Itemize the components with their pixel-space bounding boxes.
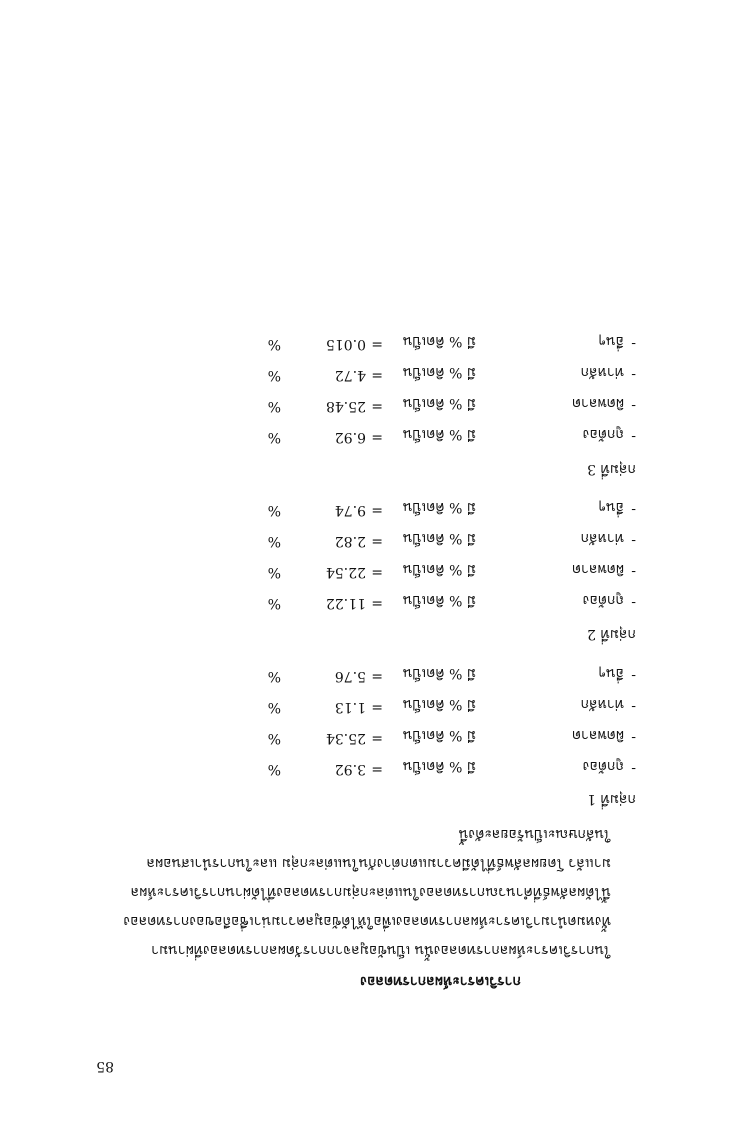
row-label: อื่นๆ [598, 499, 624, 515]
row-label: ท่าหลัก [580, 364, 624, 380]
row-label: ถูกต้อง [582, 426, 624, 442]
result-row [267, 499, 636, 518]
row-value: 4.72 [334, 367, 366, 383]
row-value: 6.92 [334, 429, 366, 445]
equals-sign: = [371, 699, 383, 715]
paragraph-line: ในลักษณะเป็นร้อยละดังนี้ [458, 826, 611, 842]
equals-sign: = [371, 429, 383, 445]
row-value: 9.74 [334, 502, 366, 518]
result-row [267, 395, 636, 414]
result-row [267, 561, 636, 580]
equals-sign: = [371, 564, 383, 580]
row-unit: % [267, 564, 281, 580]
row-value: 5.76 [334, 668, 366, 684]
row-prefix: มี % คิดเป็น [402, 727, 476, 743]
row-prefix: มี % คิดเป็น [402, 758, 476, 774]
equals-sign: = [371, 595, 383, 611]
row-label: ผิดพลาด [571, 561, 624, 577]
row-value: 22.54 [325, 564, 366, 580]
row-marker: - [631, 533, 636, 549]
row-prefix: มี % คิดเป็น [402, 333, 476, 349]
result-row [267, 665, 636, 684]
row-label: อื่นๆ [598, 333, 624, 349]
row-label: ท่าหลัก [580, 696, 624, 712]
row-prefix: มี % คิดเป็น [402, 499, 476, 515]
paragraph-line: ทั้งหมดนำมาวิเคราะห์ผลการทดลองเพื่อให้ได้ข้อมูลความน่าเชื่อถือของการทดลอง [123, 913, 611, 929]
equals-sign: = [371, 367, 383, 383]
row-marker: - [631, 367, 636, 383]
row-marker: - [631, 336, 636, 352]
result-row [267, 364, 636, 383]
row-unit: % [267, 367, 281, 383]
row-label: ถูกต้อง [582, 758, 624, 774]
equals-sign: = [371, 730, 383, 746]
row-marker: - [631, 761, 636, 777]
row-unit: % [267, 699, 281, 715]
row-value: 1.13 [334, 699, 366, 715]
row-unit: % [267, 595, 281, 611]
row-value: 0.015 [325, 336, 366, 352]
row-prefix: มี % คิดเป็น [402, 395, 476, 411]
group-heading-2: กลุ่มที่ 2 [587, 626, 636, 642]
group-heading-1: กลุ่มที่ 1 [587, 791, 636, 807]
row-label: อื่นๆ [598, 665, 624, 681]
row-marker: - [631, 502, 636, 518]
row-value: 11.22 [325, 595, 366, 611]
row-marker: - [631, 730, 636, 746]
paragraph-line: มาแล้ว โดยผลลัพธ์ที่ได้มีความแตกต่างกันในแต่ละกลุ่ม และในการนำเสนอผล [146, 855, 611, 871]
row-unit: % [267, 398, 281, 414]
row-marker: - [631, 699, 636, 715]
result-row [267, 592, 636, 611]
result-row [267, 727, 636, 746]
result-row [267, 426, 636, 445]
equals-sign: = [371, 761, 383, 777]
row-unit: % [267, 668, 281, 684]
row-label: ท่าหลัก [580, 530, 624, 546]
row-unit: % [267, 761, 281, 777]
row-value: 2.82 [334, 533, 366, 549]
row-unit: % [267, 533, 281, 549]
equals-sign: = [371, 502, 383, 518]
row-marker: - [631, 564, 636, 580]
equals-sign: = [371, 336, 383, 352]
row-label: ถูกต้อง [582, 592, 624, 608]
row-prefix: มี % คิดเป็น [402, 364, 476, 380]
row-prefix: มี % คิดเป็น [402, 592, 476, 608]
row-prefix: มี % คิดเป็น [402, 665, 476, 681]
paragraph-line: นี้ได้ผลลัพธ์ที่คำนวณการทดลองในแต่ละกลุ่มการทดลองที่ได้ผ่านการวิเคราะห์ผล [130, 884, 611, 900]
result-row [267, 758, 636, 777]
row-prefix: มี % คิดเป็น [402, 426, 476, 442]
row-value: 25.34 [325, 730, 366, 746]
equals-sign: = [371, 398, 383, 414]
row-marker: - [631, 595, 636, 611]
row-marker: - [631, 398, 636, 414]
row-marker: - [631, 429, 636, 445]
row-unit: % [267, 429, 281, 445]
row-unit: % [267, 730, 281, 746]
row-prefix: มี % คิดเป็น [402, 530, 476, 546]
result-row [267, 333, 636, 352]
row-prefix: มี % คิดเป็น [402, 696, 476, 712]
equals-sign: = [371, 533, 383, 549]
row-unit: % [267, 502, 281, 518]
result-row [267, 696, 636, 715]
row-unit: % [267, 336, 281, 352]
row-prefix: มี % คิดเป็น [402, 561, 476, 577]
row-value: 25.48 [325, 398, 366, 414]
group-heading-3: กลุ่มที่ 3 [587, 461, 636, 477]
paragraph-line: ในการวิเคราะห์ผลการทดลองนั้น เป็นข้อมูลจากการวัดผลการทดลองที่ผ่านมา [151, 942, 611, 958]
row-label: ผิดพลาด [571, 395, 624, 411]
section-heading: การวิเคราะห์ผลการทดลอง [360, 973, 521, 989]
result-row [267, 530, 636, 549]
row-value: 3.92 [334, 761, 366, 777]
page-number: 85 [96, 1058, 114, 1074]
row-label: ผิดพลาด [571, 727, 624, 743]
equals-sign: = [371, 668, 383, 684]
row-marker: - [631, 668, 636, 684]
